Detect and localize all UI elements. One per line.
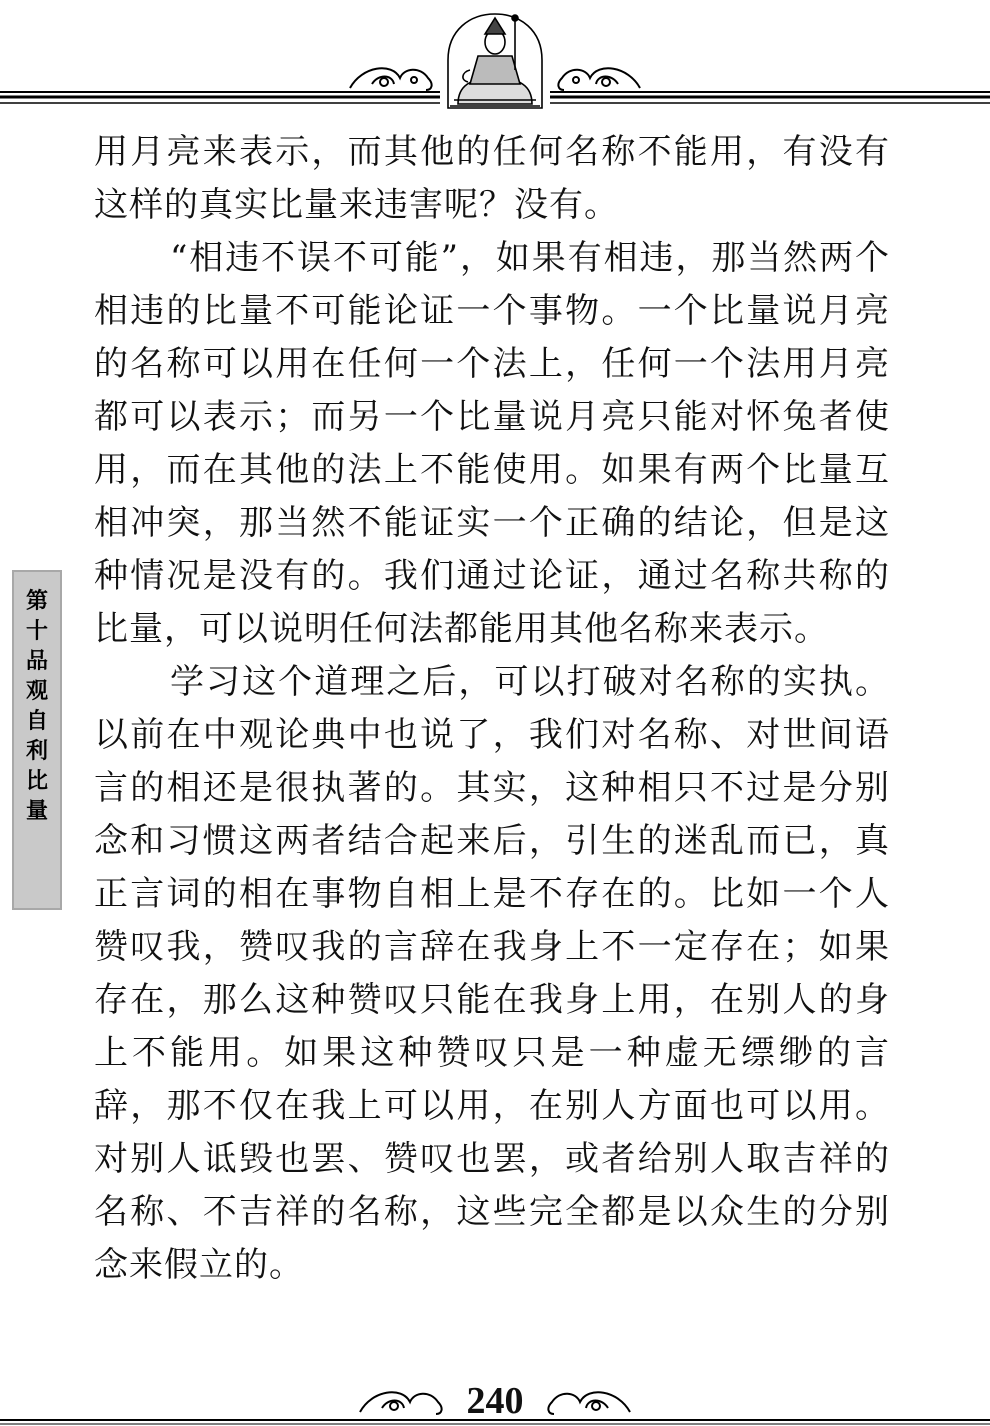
header-rules [0, 0, 990, 115]
cloud-scroll-ornament-icon [558, 68, 640, 90]
page-header-ornament [0, 0, 990, 115]
cloud-scroll-ornament-icon [360, 1392, 442, 1414]
cloud-scroll-ornament-icon [548, 1392, 630, 1414]
cloud-scroll-ornament-icon [350, 68, 432, 90]
paragraph: 用月亮来表示，而其他的任何名称不能用，有没有这样的真实比量来违害呢？没有。 [94, 132, 890, 225]
deity-figure-icon [448, 14, 542, 108]
body-text [94, 126, 890, 1292]
paragraph: 学习这个道理之后，可以打破对名称的实执。以前在中观论典中也说了，我们对名称、对世间语言的相还是很执著的。其实，这种相只不过是分别念和习惯这两者结合起来后，引生的迷乱而已，真正言词的相在事物自相上是不存在的。比如一个人赞叹我，赞叹我的言辞在我身上不一定存在；如果存在，那么这种赞叹只能在我身上用，在别人的身上不能用。如果这种赞叹只是一种虚无缥缈的言辞，那不仅在我上可以用，在别人方面也可以用。对别人诋毁也罢、赞叹也罢，或者给别人取吉祥的名称、不吉祥的名称，这些完全都是以众生的分别念来假立的。 [94, 662, 890, 1285]
paragraph: “相违不误不可能”，如果有相违，那当然两个相违的比量不可能论证一个事物。一个比量说月亮的名称可以用在任何一个法上，任何一个法用月亮都可以表示；而另一个比量说月亮只能对怀兔者使用，而在其他的法上不能使用。如果有两个比量互相冲突，那当然不能证实一个正确的结论，但是这种情况是没有的。我们通过论证，通过名称共称的比量，可以说明任何法都能用其他名称来表示。 [94, 238, 890, 649]
page-number: 240 [466, 1380, 524, 1422]
chapter-side-tab [12, 570, 71, 910]
chapter-title: 第十品 观自利比量 [25, 588, 71, 824]
